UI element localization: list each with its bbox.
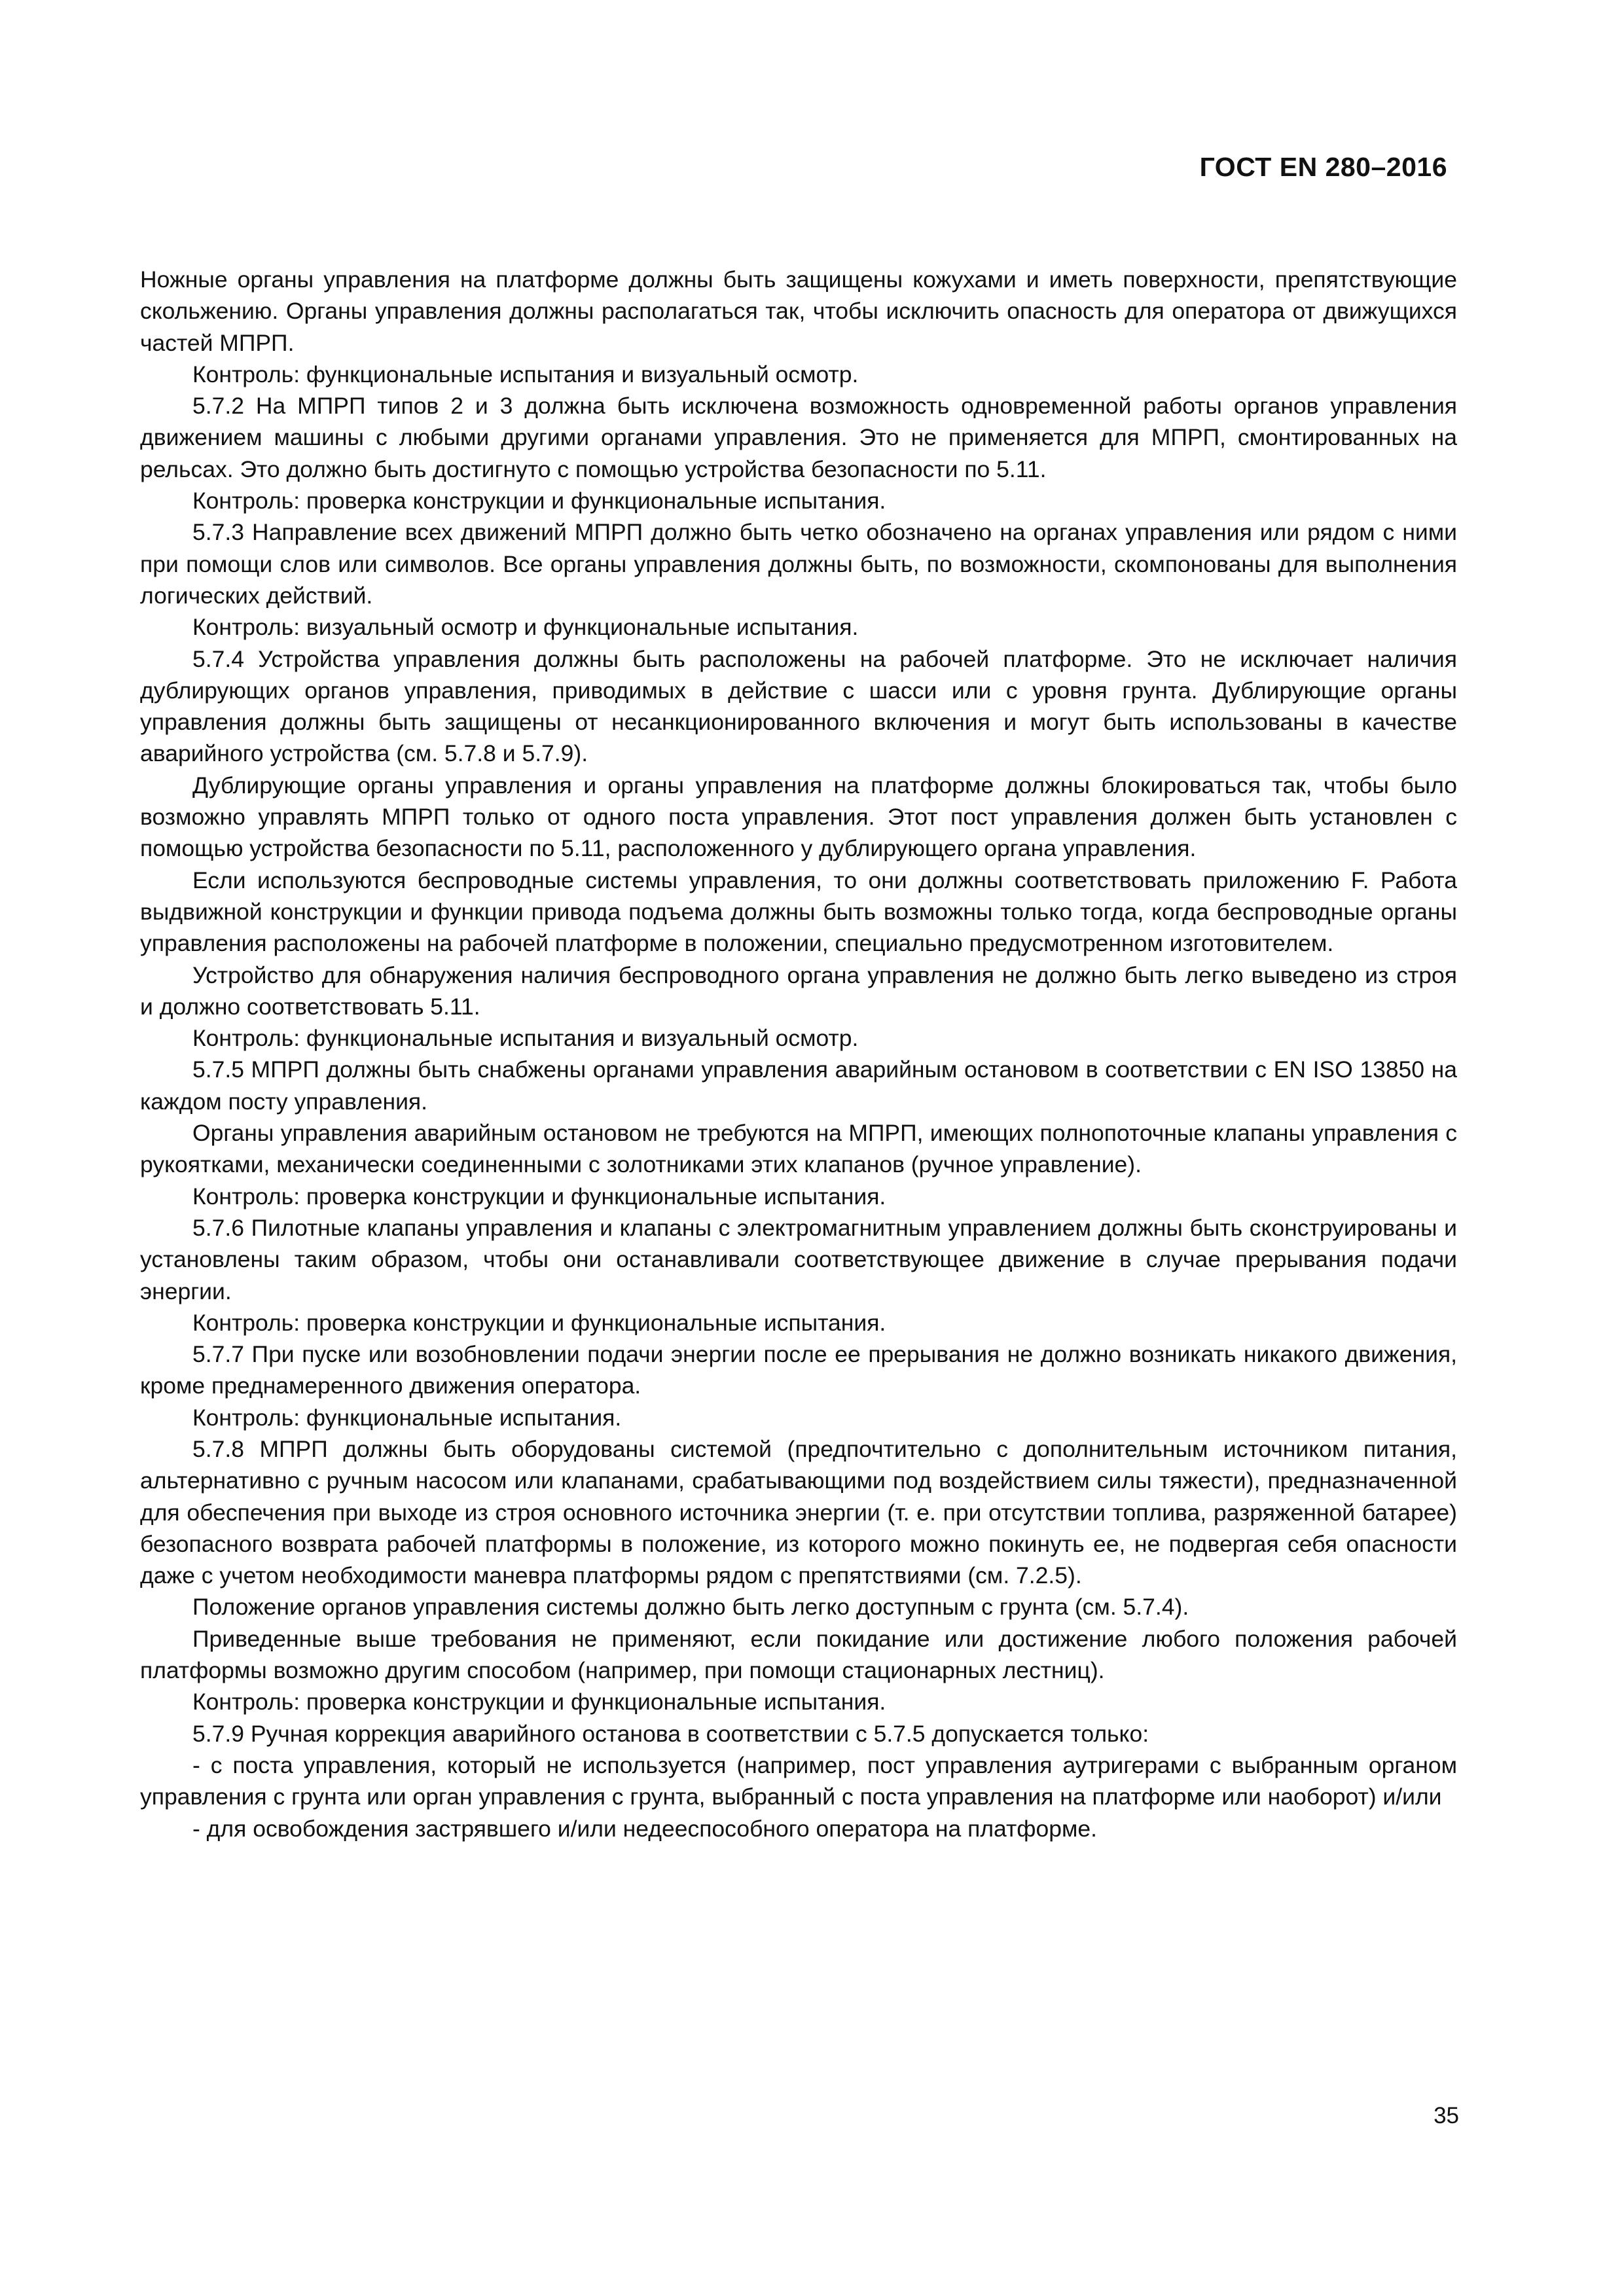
paragraph: Ножные органы управления на платформе должны быть защищены кожухами и иметь поверхности, препятствующие скольжению. Органы управления должны располагаться так, чтобы исключить опасность для оператора от движущихся частей МПРП. <box>140 266 1457 356</box>
paragraph: Положение органов управления системы должно быть легко доступным с грунта (см. 5.7.4). <box>192 1594 1189 1621</box>
paragraph: Контроль: функциональные испытания и визуальный осмотр. <box>192 361 859 387</box>
paragraph: Контроль: функциональные испытания. <box>192 1404 622 1431</box>
paragraph: 5.7.8 МПРП должны быть оборудованы системой (предпочтительно с дополнительным источником питания, альтернативно с ручным насосом или клапанами, срабатывающими под воздействием силы тяжести), предназначенной для обеспечения при выходе из строя основного источника энергии (т. е. при отсутствии топлива, разряженной батарее) безопасного возврата рабочей платформы в положение, из которого можно покинуть ее, не подвергая себя опасности даже с учетом необходимости маневра платформы рядом с препятствиями (см. 7.2.5). <box>140 1435 1457 1589</box>
paragraph: Контроль: проверка конструкции и функциональные испытания. <box>192 488 886 514</box>
paragraph: Если используются беспроводные системы управления, то они должны соответствовать приложению F. Работа выдвижной конструкции и функции привода подъема должны быть возможны только тогда, когда беспроводные органы управления расположены на рабочей платформе в положении, специально предусмотренном изготовителем. <box>140 867 1457 957</box>
paragraph: 5.7.3 Направление всех движений МПРП должно быть четко обозначено на органах управления или рядом с ними при помощи слов или символов. Все органы управления должны быть, по возможности, скомпонованы для выполнения логических действий. <box>140 519 1457 609</box>
paragraph: Приведенные выше требования не применяют, если покидание или достижение любого положения рабочей платформы возможно другим способом (например, при помощи стационарных лестниц). <box>140 1625 1457 1684</box>
paragraph: 5.7.5 МПРП должны быть снабжены органами управления аварийным остановом в соответствии с EN ISO 13850 на каждом посту управления. <box>140 1056 1457 1115</box>
document-header: ГОСТ EN 280–2016 <box>1199 152 1447 182</box>
document-body <box>140 264 1457 1844</box>
paragraph: 5.7.9 Ручная коррекция аварийного останова в соответствии с 5.7.5 допускается только: <box>192 1720 1149 1747</box>
list-item: - с поста управления, который не используется (например, пост управления аутригерами с выбранным органом управления с грунта или орган управления с грунта, выбранный с поста управления на платформе или наоборот) и/или <box>140 1751 1457 1810</box>
list-item: - для освобождения застрявшего и/или недееспособного оператора на платформе. <box>192 1815 1097 1842</box>
paragraph: 5.7.7 При пуске или возобновлении подачи энергии после ее прерывания не должно возникать никакого движения, кроме преднамеренного движения оператора. <box>140 1341 1457 1399</box>
paragraph: Устройство для обнаружения наличия беспроводного органа управления не должно быть легко выведено из строя и должно соответствовать 5.11. <box>140 961 1457 1020</box>
paragraph: Контроль: проверка конструкции и функциональные испытания. <box>192 1183 886 1210</box>
paragraph: Органы управления аварийным остановом не требуются на МПРП, имеющих полнопоточные клапаны управления с рукоятками, механически соединенными с золотниками этих клапанов (ручное управление). <box>140 1120 1457 1178</box>
paragraph: Контроль: проверка конструкции и функциональные испытания. <box>192 1689 886 1715</box>
paragraph: Контроль: функциональные испытания и визуальный осмотр. <box>192 1025 859 1052</box>
paragraph: Контроль: проверка конструкции и функциональные испытания. <box>192 1309 886 1336</box>
page-number: 35 <box>1434 2103 1459 2128</box>
paragraph: 5.7.4 Устройства управления должны быть расположены на рабочей платформе. Это не исключает наличия дублирующих органов управления, приводимых в действие с шасси или с уровня грунта. Дублирующие органы управления должны быть защищены от несанкционированного включения и могут быть использованы в качестве аварийного устройства (см. 5.7.8 и 5.7.9). <box>140 645 1457 767</box>
paragraph: 5.7.6 Пилотные клапаны управления и клапаны с электромагнитным управлением должны быть сконструированы и установлены таким образом, чтобы они останавливали соответствующее движение в случае прерывания подачи энергии. <box>140 1214 1457 1304</box>
paragraph: 5.7.2 На МПРП типов 2 и 3 должна быть исключена возможность одновременной работы органов управления движением машины с любыми другими органами управления. Это не применяется для МПРП, смонтированных на рельсах. Это должно быть достигнуто с помощью устройства безопасности по 5.11. <box>140 393 1457 482</box>
paragraph: Контроль: визуальный осмотр и функциональные испытания. <box>192 614 859 641</box>
paragraph: Дублирующие органы управления и органы управления на платформе должны блокироваться так, чтобы было возможно управлять МПРП только от одного поста управления. Этот пост управления должен быть установлен с помощью устройства безопасности по 5.11, расположенного у дублирующего органа управления. <box>140 772 1457 862</box>
